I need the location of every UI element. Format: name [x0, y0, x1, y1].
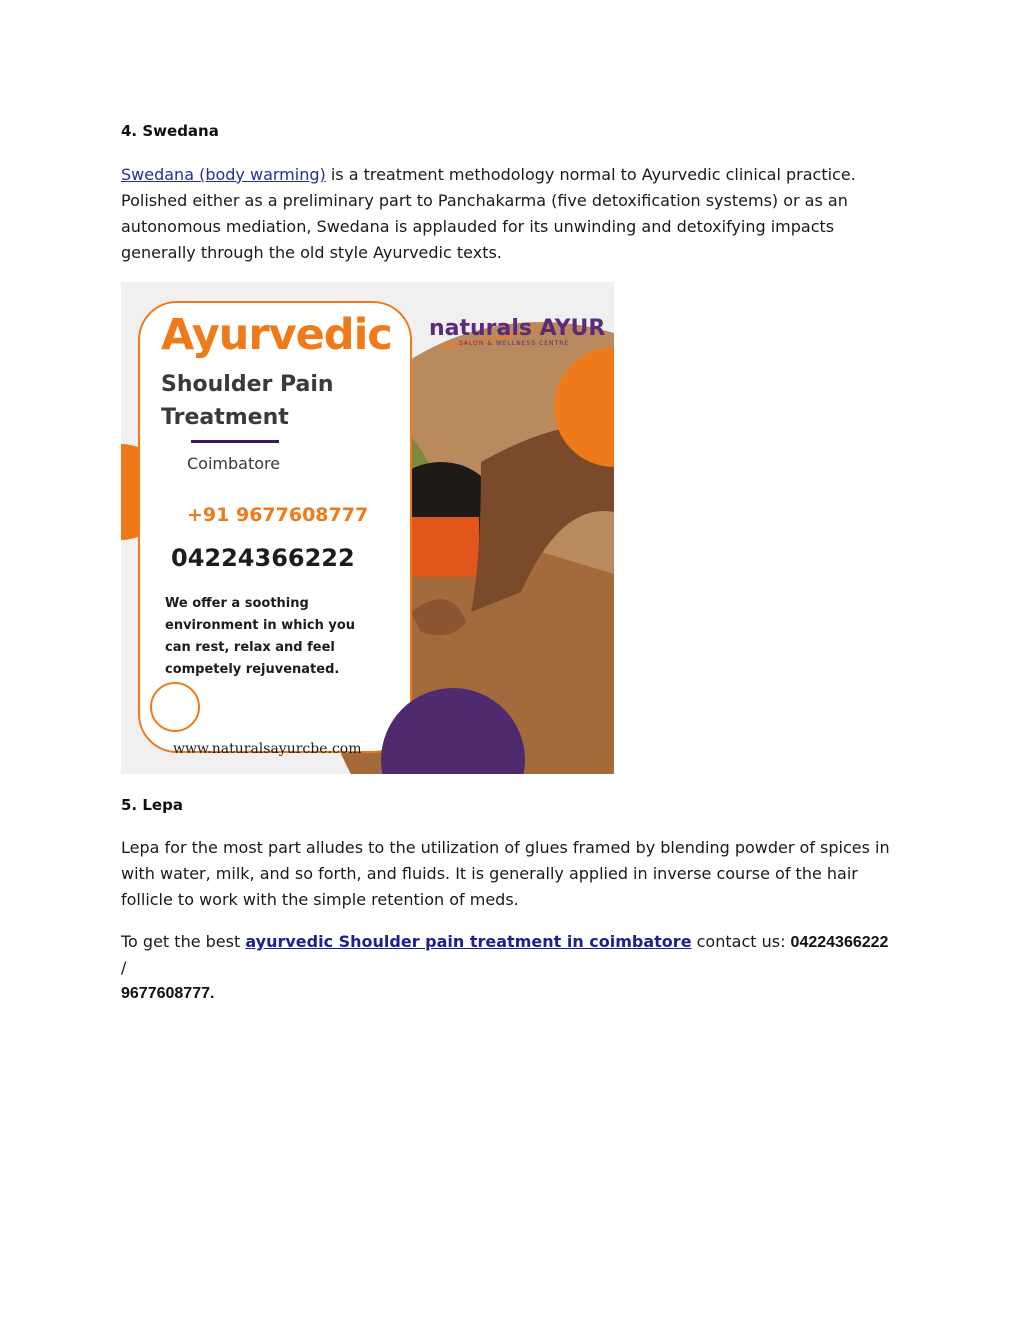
cta-middle: contact us: — [691, 932, 791, 951]
swedana-body-text: is a treatment methodology normal to Ayurvedic clinical practice. Polished either as a preliminary part to Panchakarma (five detoxification systems) or as an autonomous mediation, Swedana is applauded for its unwinding and detoxifying impacts generally through the old style Ayurvedic texts. — [121, 165, 856, 262]
contact-phone-mobile: 9677608777. — [121, 985, 215, 1002]
ad-subtitle: Shoulder Pain Treatment — [161, 372, 334, 430]
contact-paragraph — [121, 929, 891, 1006]
cta-prefix: To get the best — [121, 932, 246, 951]
swedana-link[interactable]: Swedana (body warming) — [121, 165, 326, 184]
lepa-paragraph: Lepa for the most part alludes to the utilization of glues framed by blending powder of spices in with water, milk, and so forth, and fluids. It is generally applied in inverse course of the hair follicle to work with the simple retention of meds. — [121, 838, 890, 909]
shoulder-pain-treatment-link[interactable]: ayurvedic Shoulder pain treatment in coimbatore — [245, 932, 692, 951]
ad-city: Coimbatore — [187, 454, 281, 473]
brand-logo: naturals AYUR — [429, 316, 606, 341]
ad-offer-text: We offer a soothing environment in which you can rest, relax and feel competely rejuvenated. — [165, 596, 356, 677]
brand-tagline: SALON & WELLNESS CENTRE — [459, 340, 570, 347]
ad-title: Ayurvedic — [161, 310, 392, 360]
section-heading-swedana: 4. Swedana — [121, 122, 219, 140]
swedana-paragraph — [121, 162, 891, 266]
ayurvedic-ad-image — [121, 282, 614, 774]
section-heading-lepa: 5. Lepa — [121, 796, 183, 814]
ad-website: www.naturalsayurcbe.com — [173, 741, 362, 757]
cta-separator: / — [121, 958, 127, 977]
ad-phone-landline: 04224366222 — [171, 544, 355, 572]
ad-phone-mobile: +91 9677608777 — [187, 504, 369, 526]
contact-phone-landline: 04224366222 — [790, 934, 889, 951]
